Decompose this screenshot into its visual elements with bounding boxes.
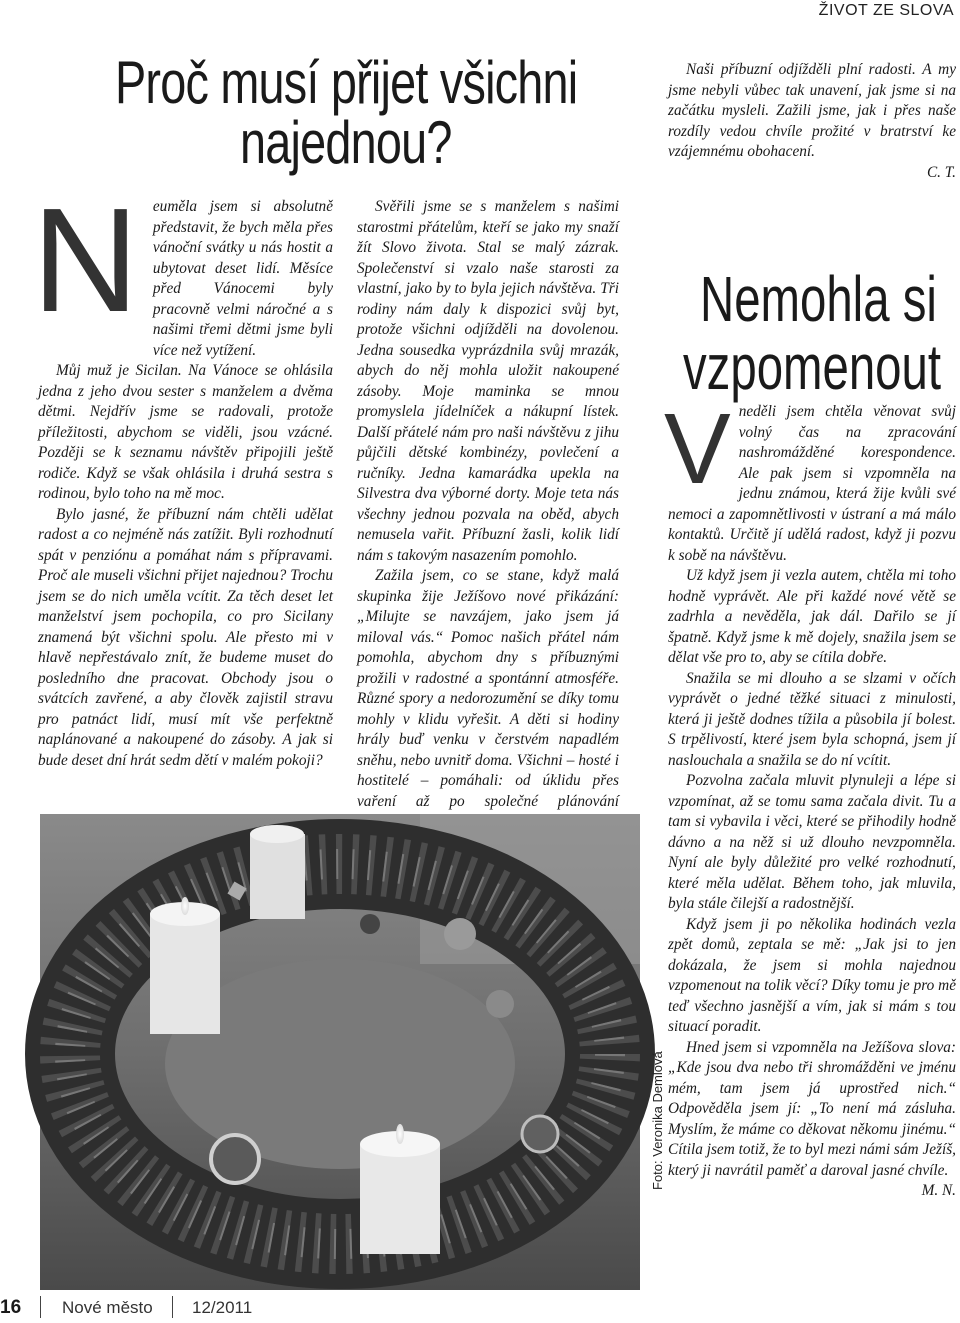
article2-paragraph: Pozvolna začala mluvit plynuleji a lépe si vzpomínat, až se tomu sama začala divit. Tu a tam si vybavila i věci, které se přihodily hodně dávno a na něž si už dlouho nevzpomněla. Nyní ale byly důležité pro velké rozhodnutí, které měla udělat. Během toho, jak mluvila, byla stále čilejší a radostnější. [668,772,956,912]
article1-paragraph: Bylo jasné, že příbuzní nám chtěli udělat radost a co nejméně nás zatížit. Byli rozhodnutí spát v penziónu a pomáhat nám s přípravami. Proč ale museli všichni přijet najednou? Trochu jsem se do nich uměla vcítit. Za těch deset let manželství jsem pochopila, co pro Sicilany znamená být všichni spolu. Ale přesto mi v hlavě nepřestávalo znít, že budeme muset do posledního dne pracovat. Obchody jsou o svátcích zavřené, a aby člověk zajistil stravu pro patnáct lidí, musí mít vše perfektně naplánované a nakoupené do zásoby. A jak si bude deset dní hrát sedm dětí v malém pokoji? [38,505,333,769]
article1-column-1 [32,178,333,799]
article1-title-line1: Proč musí přijet všichni [115,49,578,116]
article1-dropcap: N [32,178,139,343]
article1-paragraph: Naši příbuzní odjížděli plní radosti. A my jsme nebyli vůbec tak unavení, jak jsme si na začátku mysleli. Zažili jsme, jak i přes naše rozdíly vedou chvíle prožité v bratrství ke vzájemnému obohacení. [668,61,956,160]
article2-dropcap: V [664,393,731,505]
article1-signature: C. T. [926,163,956,181]
page-number: 16 [0,1297,22,1318]
article1-column-2 [357,197,619,810]
section-label: ŽIVOT ZE SLOVA [818,2,954,19]
article2-title-line1: Nemohla si [700,263,937,335]
page-footer [0,1292,400,1322]
article1-title-line2: najednou? [240,109,452,176]
footer-divider [40,1296,41,1318]
candle [250,825,305,919]
article2-paragraph: Snažila se mi dlouho a se slzami v očích vyprávět o jedné těžké situaci z minulosti, která ji ještě dodnes tížila a působila jí bolest. S trpělivostí, které jsem byla schopná, jsem jí naslouchala a snažila se do ní vcítit. [668,669,956,769]
article1-paragraph: Zažila jsem, co se stane, když malá skupinka žije Ježíšovo nové přikázání: „Milujte se navzájem, jako jsem já miloval vás.“ Pomoc našich přátel nám pomohla, abychom dny s příbuznými prožili v radostné a spontánní atmosféře. Různé spory a nedorozumění se díky tomu mohly v klidu vyřešit. A děti si hodiny hrály buď venku v čerstvém napadlém sněhu, nebo uvnitř doma. Všichni – hosté i hostitelé – pomáhali: od úklidu přes vaření až po společné plánování [357,567,619,810]
article2-signature: M. N. [921,1182,956,1199]
photo-credit [650,830,670,1210]
article1-paragraph: Svěřili jsme se s manželem s našimi starostmi přátelům, kteří se jako my snaží žít Slovo života. Stal se malý zázrak. Společenství si vzalo naše starosti za vlastní, jako by to byla jejich návštěva. Tři rodiny nám daly k dispozici svůj byt, protože všichni odjížděli na dovolenou. Jedna sousedka vyprázdnila svůj mrazák, abych do něj mohla uložit nakoupené zásoby. Moje maminka se mnou promyslela jídelníček a nákupní lístek. Další přátelé nám pro naši návštěvu z jihu půjčili dětské kombinézy, povlečení a ručníky. Jedna kamarádka upekla na Silvestra dva výborné dorty. Moje teta nás všechny jednou pozvala na oběd, abych nemusela vařit. Příbuzní žasli, kolik lidí nám s takovým nasazením pomohlo. [357,198,619,564]
article2-last-text: Hned jsem si vzpomněla na Ježíšova slova: „Kde jsou dva nebo tři shromážděni ve jménu mém, tam jsem já uprostřed nich.“ Odpověděla jsem jí: „To není má zásluha. Myslím, že máme co děkovat někomu jinému.“ Cítila jsem totiž, že to byl mezi námi sám Ježíš, který ji navrátil paměť a daroval jasné chvíle. [668,1038,956,1179]
footer-divider [172,1296,173,1318]
article2-paragraph: Když jsem ji po několika hodinách vezla zpět domů, zeptala se mě: „Jak jsi to jen dokázala, že jsem si mohla najednou vzpomenout na tolik věcí? Díky tomu je pro mě teď všechno jasnější a vím, jak si mám s tou situací poradit. [668,915,956,1035]
article2-paragraph: neděli jsem chtěla věnovat svůj volný čas na zpracování nashromážděné korespondence. Ale pak jsem si vzpomněla na jednu známou, která žije kvůli své nemoci a zapomnětlivosti v ústraní a má málo kontaktů. Určitě jí udělá radost, když ji pozvu k sobě na návštěvu. [668,403,956,564]
article2-paragraph: Už když jsem ji vezla autem, chtěla mi toho hodně vyprávět. Ale při každé nové větě se zadrhla a nevěděla, jak dál. Dařilo se jí špatně. Když jsme k mě dojely, snažila jsem se dělat vše pro to, aby se cítila dobře. [668,567,956,666]
article2-paragraph [668,1038,956,1199]
magazine-name: Nové město [62,1298,153,1317]
issue-number: 12/2011 [192,1298,253,1317]
article1-paragraph: euměla jsem si absolutně představit, že bych měla přes vánoční svátky u nás hostit a ubytovat deset lidí. Měsíce před Vánocemi byly pracovně velmi náročné a s našimi třemi dětmi jsme byli více než vytížení. [152,198,333,359]
article1-column-3 [668,60,956,260]
advent-wreath-photo [40,814,640,1290]
article2-title-line2: vzpomenout [683,331,942,403]
article2-column [664,393,956,1274]
candle [150,897,220,1034]
photo-credit-text: Foto: Veronika Demlová [650,1051,665,1190]
candle [360,1124,440,1254]
article1-paragraph: Můj muž je Sicilan. Na Vánoce se ohlásila jedna z jeho dvou sester s manželem a dvěma dětmi. Nejdřív jsme se radovali, protože příležitosti, abychom se viděli, jsou vzácné. Později se k seznamu návštěv připojili ještě rodiče. Když se však ohlásila i druhá sestra s rodinou, bylo toho na mě moc. [38,362,333,502]
